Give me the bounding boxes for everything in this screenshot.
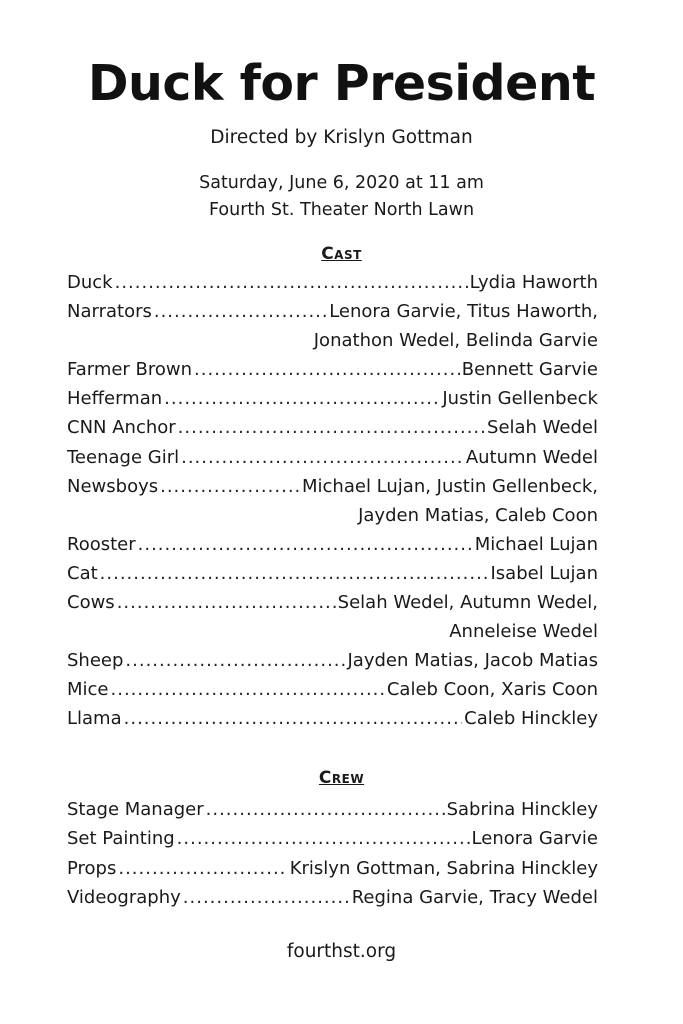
leader-dots [118, 854, 287, 883]
website-footer: fourthst.org [286, 941, 397, 962]
leader-dots [111, 675, 385, 704]
leader-dots [177, 824, 470, 853]
cast-role: Newsboys [67, 475, 159, 497]
crew-role: Stage Manager [67, 799, 204, 820]
cast-role: Llama [67, 708, 122, 730]
crew-row-videography [67, 883, 598, 912]
leader-dots [124, 704, 463, 733]
cast-row-teenage-girl [67, 443, 598, 472]
crew-heading-text: Crew [318, 768, 365, 788]
crew-member: Sabrina Hinckley [446, 799, 598, 820]
crew-role: Set Painting [67, 828, 175, 850]
crew-row-set-painting [67, 824, 598, 853]
leader-dots [181, 443, 464, 472]
crew-member: Lenora Garvie [471, 828, 598, 850]
cast-row-rooster [67, 530, 598, 559]
cast-actor: Lenora Garvie, Titus Haworth, [329, 301, 598, 323]
performance-venue: Fourth St. Theater North Lawn [208, 200, 475, 220]
cast-role: Narrators [67, 301, 152, 323]
cast-actor: Caleb Hinckley [464, 708, 598, 730]
leader-dots [100, 559, 489, 588]
leader-dots [117, 588, 336, 617]
cast-role: Cat [67, 562, 98, 584]
cast-actor: Justin Gellenbeck [442, 388, 598, 410]
cast-row-hefferman [67, 384, 598, 413]
cast-role: CNN Anchor [67, 417, 176, 439]
cast-actor: Jayden Matias, Jacob Matias [347, 650, 598, 672]
cast-row-farmer-brown [67, 355, 598, 384]
cast-actor: Michael Lujan, Justin Gellenbeck, [302, 475, 598, 497]
crew-role: Videography [67, 886, 181, 908]
cast-heading [0, 243, 683, 265]
leader-dots [183, 883, 350, 912]
performance-date: Saturday, June 6, 2020 at 11 am [199, 173, 484, 193]
cast-role: Hefferman [67, 388, 163, 410]
cast-row-cows [67, 588, 598, 617]
cast-row-cnn-anchor [67, 413, 598, 442]
cast-role: Rooster [67, 533, 136, 555]
cast-actor: Michael Lujan [474, 533, 598, 555]
cast-row-newsboys [67, 472, 598, 501]
crew-member: Krislyn Gottman, Sabrina Hinckley [289, 857, 598, 879]
cast-actor: Isabel Lujan [490, 562, 598, 584]
cast-role: Teenage Girl [67, 446, 180, 468]
crew-row-stage-manager [67, 795, 598, 824]
cast-row-mice [67, 675, 598, 704]
cast-role: Sheep [67, 650, 124, 672]
leader-dots [125, 646, 345, 675]
cast-row-duck [67, 268, 598, 297]
leader-dots [160, 472, 300, 501]
cast-actor: Selah Wedel, Autumn Wedel, [337, 592, 598, 614]
crew-list [67, 795, 598, 912]
cast-actor: Lydia Haworth [469, 272, 598, 293]
leader-dots [115, 268, 468, 297]
leader-dots [154, 297, 327, 326]
crew-heading [0, 767, 683, 789]
crew-role: Props [67, 857, 117, 879]
cast-actor-continued: Anneleise Wedel [449, 621, 598, 643]
cast-role: Farmer Brown [67, 359, 193, 381]
cast-role: Mice [67, 679, 109, 701]
cast-row-cat [67, 559, 598, 588]
cast-actor-continued: Jonathon Wedel, Belinda Garvie [313, 330, 598, 352]
cast-actor: Autumn Wedel [465, 446, 598, 468]
cast-row-llama [67, 704, 598, 733]
cast-actor: Selah Wedel [487, 417, 598, 439]
cast-role: Duck [67, 272, 113, 293]
cast-row-sheep [67, 646, 598, 675]
leader-dots [138, 530, 473, 559]
cast-role: Cows [67, 592, 115, 614]
page-title: Duck for President [87, 55, 596, 112]
cast-actor: Bennett Garvie [461, 359, 598, 381]
cast-row-narrators [67, 297, 598, 326]
director-credit: Directed by Krislyn Gottman [210, 127, 473, 148]
cast-actor: Caleb Coon, Xaris Coon [386, 679, 598, 701]
leader-dots [206, 795, 445, 824]
cast-heading-text: Cast [321, 244, 362, 264]
leader-dots [164, 384, 440, 413]
leader-dots [194, 355, 460, 384]
cast-actor-continued: Jayden Matias, Caleb Coon [358, 504, 598, 526]
leader-dots [178, 413, 485, 442]
crew-row-props [67, 854, 598, 883]
cast-list [67, 268, 598, 734]
crew-member: Regina Garvie, Tracy Wedel [351, 886, 598, 908]
